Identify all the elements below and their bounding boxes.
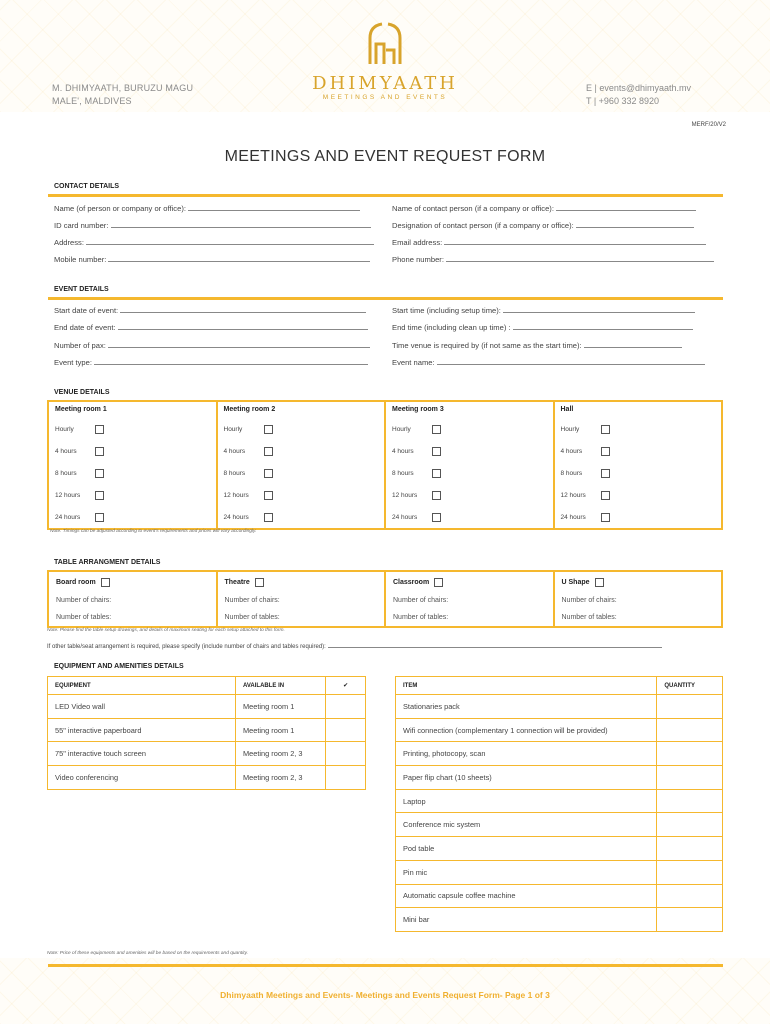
chairs-label[interactable]: Number of chairs: bbox=[393, 597, 449, 604]
quantity-cell[interactable] bbox=[657, 789, 723, 813]
venue-option: 4 hours bbox=[555, 441, 722, 463]
field-contact-person[interactable]: Name of contact person (if a company or office): bbox=[392, 203, 714, 213]
page-footer: Dhimyaath Meetings and Events- Meetings and Events Request Form- Page 1 of 3 bbox=[220, 990, 550, 1000]
checkbox[interactable] bbox=[264, 425, 273, 434]
table-row: Printing, photocopy, scan bbox=[396, 742, 723, 766]
checkbox[interactable] bbox=[601, 513, 610, 522]
venue-heading: VENUE DETAILS bbox=[54, 389, 110, 396]
field-email[interactable]: Email address: bbox=[392, 237, 714, 247]
quantity-cell[interactable] bbox=[657, 860, 723, 884]
field-pax[interactable]: Number of pax: bbox=[54, 340, 376, 350]
checkbox[interactable] bbox=[264, 491, 273, 500]
table-row: Pin mic bbox=[396, 860, 723, 884]
page-title: MEETINGS AND EVENT REQUEST FORM bbox=[224, 148, 546, 165]
checkbox[interactable] bbox=[432, 491, 441, 500]
venue-room-label: Hall bbox=[560, 406, 574, 413]
arrangement-u-shape bbox=[554, 571, 723, 627]
table-row: Pod table bbox=[396, 837, 723, 861]
check-cell[interactable] bbox=[326, 718, 366, 742]
field-id-card[interactable]: ID card number: bbox=[54, 220, 376, 230]
chairs-label[interactable]: Number of chairs: bbox=[56, 597, 112, 604]
brand-name: DHIMYAATH bbox=[312, 73, 458, 94]
checkbox[interactable] bbox=[95, 447, 104, 456]
venue-col-hall bbox=[554, 401, 723, 529]
chairs-label[interactable]: Number of chairs: bbox=[224, 597, 280, 604]
field-end-date[interactable]: End date of event: bbox=[54, 322, 376, 332]
arrangement-label: Board room bbox=[56, 578, 96, 586]
equipment-note: Note: Price of these equipments and amenities will be based on the requirements and quantity. bbox=[47, 951, 248, 956]
venue-option: 24 hours bbox=[555, 506, 722, 528]
check-cell[interactable] bbox=[326, 742, 366, 766]
email-text: E | events@dhimyaath.mv bbox=[586, 83, 692, 93]
checkbox[interactable] bbox=[432, 513, 441, 522]
venue-option: 8 hours bbox=[218, 463, 385, 485]
venue-option: 24 hours bbox=[218, 506, 385, 528]
checkbox[interactable] bbox=[601, 491, 610, 500]
arrangement-heading: TABLE ARRANGMENT DETAILS bbox=[54, 559, 161, 566]
contact-rule bbox=[48, 194, 723, 197]
event-rule bbox=[48, 297, 723, 300]
venue-option: Hourly bbox=[218, 419, 385, 441]
venue-option: 12 hours bbox=[386, 484, 553, 506]
table-row: 75" interactive touch screen Meeting room 2, 3 bbox=[48, 742, 366, 766]
field-start-time[interactable]: Start time (including setup time): bbox=[392, 305, 714, 315]
tables-label[interactable]: Number of tables: bbox=[561, 614, 617, 621]
form-reference: MERF/20/V2 bbox=[691, 122, 726, 128]
field-phone[interactable]: Phone number: bbox=[392, 254, 714, 264]
field-other-arrangement[interactable]: If other table/seat arrangement is required, please specify (include number of chairs and tables required): bbox=[47, 642, 723, 650]
checkbox[interactable] bbox=[95, 469, 104, 478]
checkbox[interactable] bbox=[95, 491, 104, 500]
venue-option: 24 hours bbox=[386, 506, 553, 528]
arrangement-note: Note: Please find the table setup drawings, and details of maximum seating for each setup attached to this form. bbox=[47, 628, 285, 633]
checkbox[interactable] bbox=[432, 469, 441, 478]
venue-option: Hourly bbox=[386, 419, 553, 441]
quantity-cell[interactable] bbox=[657, 718, 723, 742]
quantity-cell[interactable] bbox=[657, 813, 723, 837]
field-venue-time[interactable]: Time venue is required by (if not same as the start time): bbox=[392, 340, 714, 350]
tables-label[interactable]: Number of tables: bbox=[224, 614, 280, 621]
venue-col-room2 bbox=[217, 401, 386, 529]
dhimyaath-logo-icon bbox=[362, 20, 408, 66]
brand-logo bbox=[300, 20, 470, 101]
venue-note: Note: Timings can be adjusted according to event's requirements and prices will vary accordingly. bbox=[50, 529, 257, 534]
address-line-1: M. DHIMYAATH, BURUZU MAGU bbox=[52, 83, 194, 93]
field-end-time[interactable]: End time (including clean up time) : bbox=[392, 322, 714, 332]
checkbox[interactable] bbox=[601, 469, 610, 478]
quantity-cell[interactable] bbox=[657, 908, 723, 932]
venue-address bbox=[52, 82, 193, 108]
venue-option: Hourly bbox=[49, 419, 216, 441]
brand-subtitle: MEETINGS AND EVENTS bbox=[322, 94, 448, 101]
footer-rule bbox=[48, 964, 723, 967]
checkbox[interactable] bbox=[601, 447, 610, 456]
venue-option: 4 hours bbox=[49, 441, 216, 463]
arrangement-theatre bbox=[217, 571, 386, 627]
checkbox[interactable] bbox=[95, 425, 104, 434]
field-event-name[interactable]: Event name: bbox=[392, 357, 714, 367]
checkbox[interactable] bbox=[255, 578, 264, 587]
contact-info bbox=[586, 82, 691, 108]
venue-option: 12 hours bbox=[555, 484, 722, 506]
checkbox[interactable] bbox=[264, 447, 273, 456]
equipment-table bbox=[47, 676, 366, 790]
venue-col-room3 bbox=[385, 401, 554, 529]
address-line-2: MALE', MALDIVES bbox=[52, 96, 132, 106]
checkbox[interactable] bbox=[434, 578, 443, 587]
venue-room-label: Meeting room 2 bbox=[223, 406, 276, 413]
phone-text: T | +960 332 8920 bbox=[586, 96, 659, 106]
checkbox[interactable] bbox=[432, 425, 441, 434]
field-start-date[interactable]: Start date of event: bbox=[54, 305, 376, 315]
quantity-cell[interactable] bbox=[657, 695, 723, 719]
quantity-cell[interactable] bbox=[657, 766, 723, 790]
table-row: Laptop bbox=[396, 789, 723, 813]
checkbox[interactable] bbox=[101, 578, 110, 587]
check-cell[interactable] bbox=[326, 766, 366, 790]
col-available: AVAILABLE IN bbox=[235, 677, 325, 695]
venue-option: 12 hours bbox=[49, 484, 216, 506]
venue-option: 8 hours bbox=[386, 463, 553, 485]
table-row: Automatic capsule coffee machine bbox=[396, 884, 723, 908]
col-item: ITEM bbox=[396, 677, 657, 695]
contact-heading: CONTACT DETAILS bbox=[54, 183, 120, 190]
field-mobile[interactable]: Mobile number: bbox=[54, 254, 376, 264]
arrangement-label: U Shape bbox=[561, 578, 590, 586]
tables-label[interactable]: Number of tables: bbox=[393, 614, 449, 621]
field-designation[interactable]: Designation of contact person (if a company or office): bbox=[392, 220, 714, 230]
arrangement-label: Theatre bbox=[224, 578, 250, 586]
arrangement-table bbox=[47, 570, 723, 628]
table-row: Conference mic system bbox=[396, 813, 723, 837]
table-row: Video conferencing Meeting room 2, 3 bbox=[48, 766, 366, 790]
event-heading: EVENT DETAILS bbox=[54, 286, 109, 293]
checkbox[interactable] bbox=[264, 513, 273, 522]
quantity-cell[interactable] bbox=[657, 742, 723, 766]
venue-option: 24 hours bbox=[49, 506, 216, 528]
table-row: Wifi connection (complementary 1 connection will be provided) bbox=[396, 718, 723, 742]
arrangement-label: Classroom bbox=[393, 578, 430, 586]
check-cell[interactable] bbox=[326, 695, 366, 719]
checkbox[interactable] bbox=[95, 513, 104, 522]
venue-option: Hourly bbox=[555, 419, 722, 441]
field-event-type[interactable]: Event type: bbox=[54, 357, 376, 367]
checkbox[interactable] bbox=[432, 447, 441, 456]
table-row: 55" interactive paperboard Meeting room 1 bbox=[48, 718, 366, 742]
col-check: ✔ bbox=[326, 677, 366, 695]
table-row: Paper flip chart (10 sheets) bbox=[396, 766, 723, 790]
venue-option: 8 hours bbox=[555, 463, 722, 485]
venue-option: 4 hours bbox=[386, 441, 553, 463]
venue-option: 12 hours bbox=[218, 484, 385, 506]
field-name[interactable]: Name (of person or company or office): bbox=[54, 203, 376, 213]
checkbox[interactable] bbox=[595, 578, 604, 587]
col-equipment: EQUIPMENT bbox=[48, 677, 236, 695]
checkbox[interactable] bbox=[264, 469, 273, 478]
table-row: Mini bar bbox=[396, 908, 723, 932]
venue-room-label: Meeting room 3 bbox=[392, 406, 444, 413]
venue-option: 4 hours bbox=[218, 441, 385, 463]
field-address[interactable]: Address: bbox=[54, 237, 376, 247]
quantity-cell[interactable] bbox=[657, 884, 723, 908]
venue-option: 8 hours bbox=[49, 463, 216, 485]
arrangement-board-room bbox=[48, 571, 217, 627]
table-row: LED Video wall Meeting room 1 bbox=[48, 695, 366, 719]
arrangement-classroom bbox=[385, 571, 554, 627]
equipment-heading: EQUIPMENT AND AMENITIES DETAILS bbox=[54, 663, 184, 670]
checkbox[interactable] bbox=[601, 425, 610, 434]
venue-col-room1 bbox=[48, 401, 217, 529]
tables-label[interactable]: Number of tables: bbox=[56, 614, 112, 621]
table-row: Stationaries pack bbox=[396, 695, 723, 719]
venue-room-label: Meeting room 1 bbox=[55, 406, 107, 413]
col-quantity: QUANTITY bbox=[657, 677, 723, 695]
quantity-cell[interactable] bbox=[657, 837, 723, 861]
venue-table bbox=[47, 400, 723, 530]
chairs-label[interactable]: Number of chairs: bbox=[561, 597, 617, 604]
items-table bbox=[395, 676, 723, 932]
